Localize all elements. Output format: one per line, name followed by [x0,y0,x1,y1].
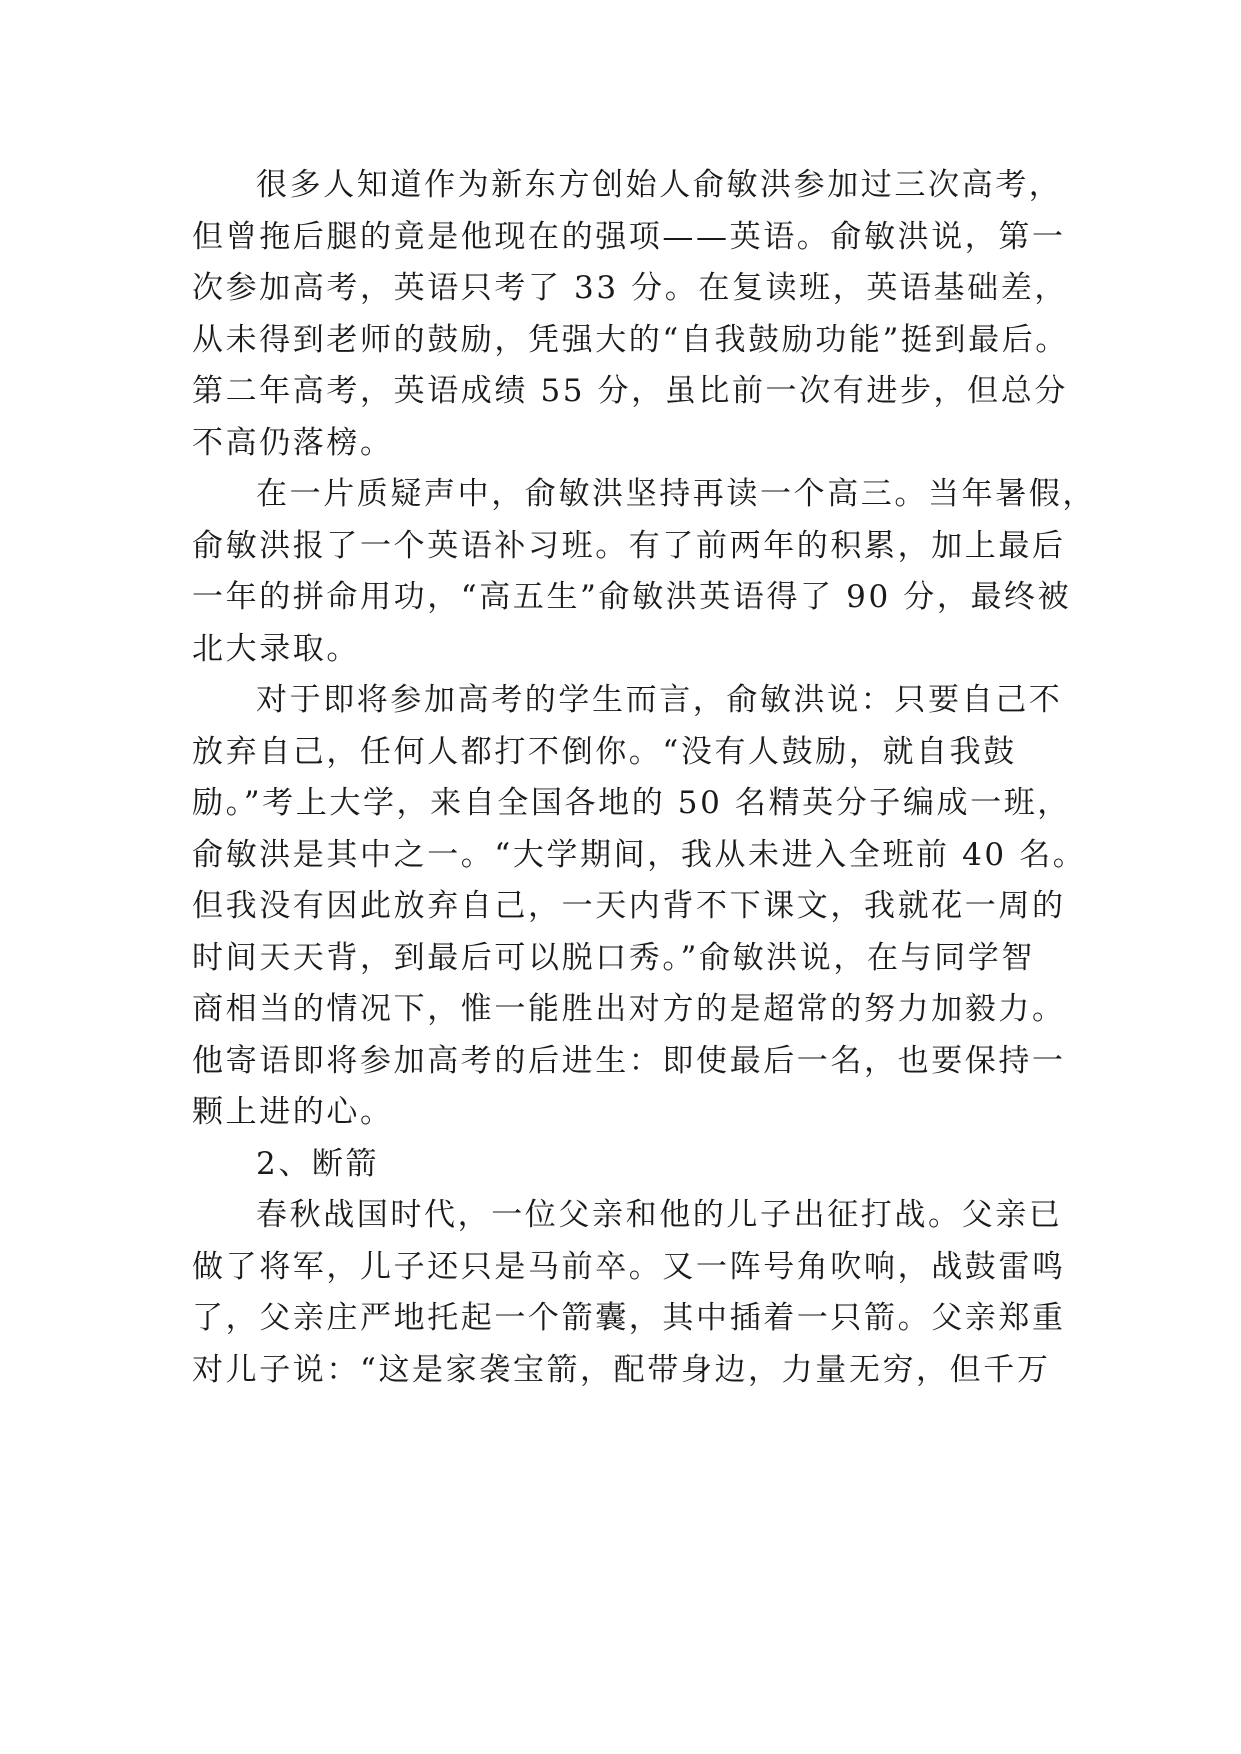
text-line: 次参加高考，英语只考了 33 分。在复读班，英语基础差， [192,270,1068,306]
text-line: 颗上进的心。 [192,1094,394,1130]
text-line: 但我没有因此放弃自己，一天内背不下课文，我就花一周的 [192,888,1066,924]
text-line: 他寄语即将参加高考的后进生：即使最后一名，也要保持一 [192,1042,1066,1079]
text-line: 做了将军，儿子还只是马前卒。又一阵号角吹响，战鼓雷鸣 [192,1248,1066,1285]
text-line: 对儿子说：“这是家袭宝箭，配带身边，力量无穷，但千万 [192,1351,1051,1388]
text-line: 放弃自己，任何人都打不倒你。“没有人鼓励，就自我鼓 [192,733,1017,770]
text-line: 励。”考上大学，来自全国各地的 50 名精英分子编成一班， [192,785,1071,821]
text-line: 俞敏洪报了一个英语补习班。有了前两年的积累，加上最后 [192,527,1066,564]
text-line: 很多人知道作为新东方创始人俞敏洪参加过三次高考， [256,167,1063,203]
text-line: 商相当的情况下，惟一能胜出对方的是超常的努力加毅力。 [192,991,1066,1027]
text-line: 但曾拖后腿的竟是他现在的强项——英语。俞敏洪说，第一 [192,218,1066,255]
text-line: 在一片质疑声中，俞敏洪坚持再读一个高三。当年暑假， [256,476,1096,512]
text-line: 俞敏洪是其中之一。“大学期间，我从未进入全班前 40 名。 [192,836,1087,873]
text-line: 了，父亲庄严地托起一个箭囊，其中插着一只箭。父亲郑重 [192,1300,1066,1336]
text-line: 一年的拼命用功，“高五生”俞敏洪英语得了 90 分，最终被 [192,579,1072,615]
text-line: 从未得到老师的鼓励，凭强大的“自我鼓励功能”挺到最后。 [192,321,1069,358]
text-line: 春秋战国时代，一位父亲和他的儿子出征打战。父亲已 [256,1197,1063,1233]
text-line: 第二年高考，英语成绩 55 分，虽比前一次有进步，但总分 [192,373,1068,409]
text-line: 不高仍落榜。 [192,424,394,461]
text-line: 对于即将参加高考的学生而言，俞敏洪说：只要自己不 [256,682,1063,718]
document-body [192,160,1096,1396]
text-line: 2、断箭 [256,1145,380,1182]
text-line: 时间天天背，到最后可以脱口秀。”俞敏洪说，在与同学智 [192,939,1035,976]
text-line: 北大录取。 [192,630,360,667]
